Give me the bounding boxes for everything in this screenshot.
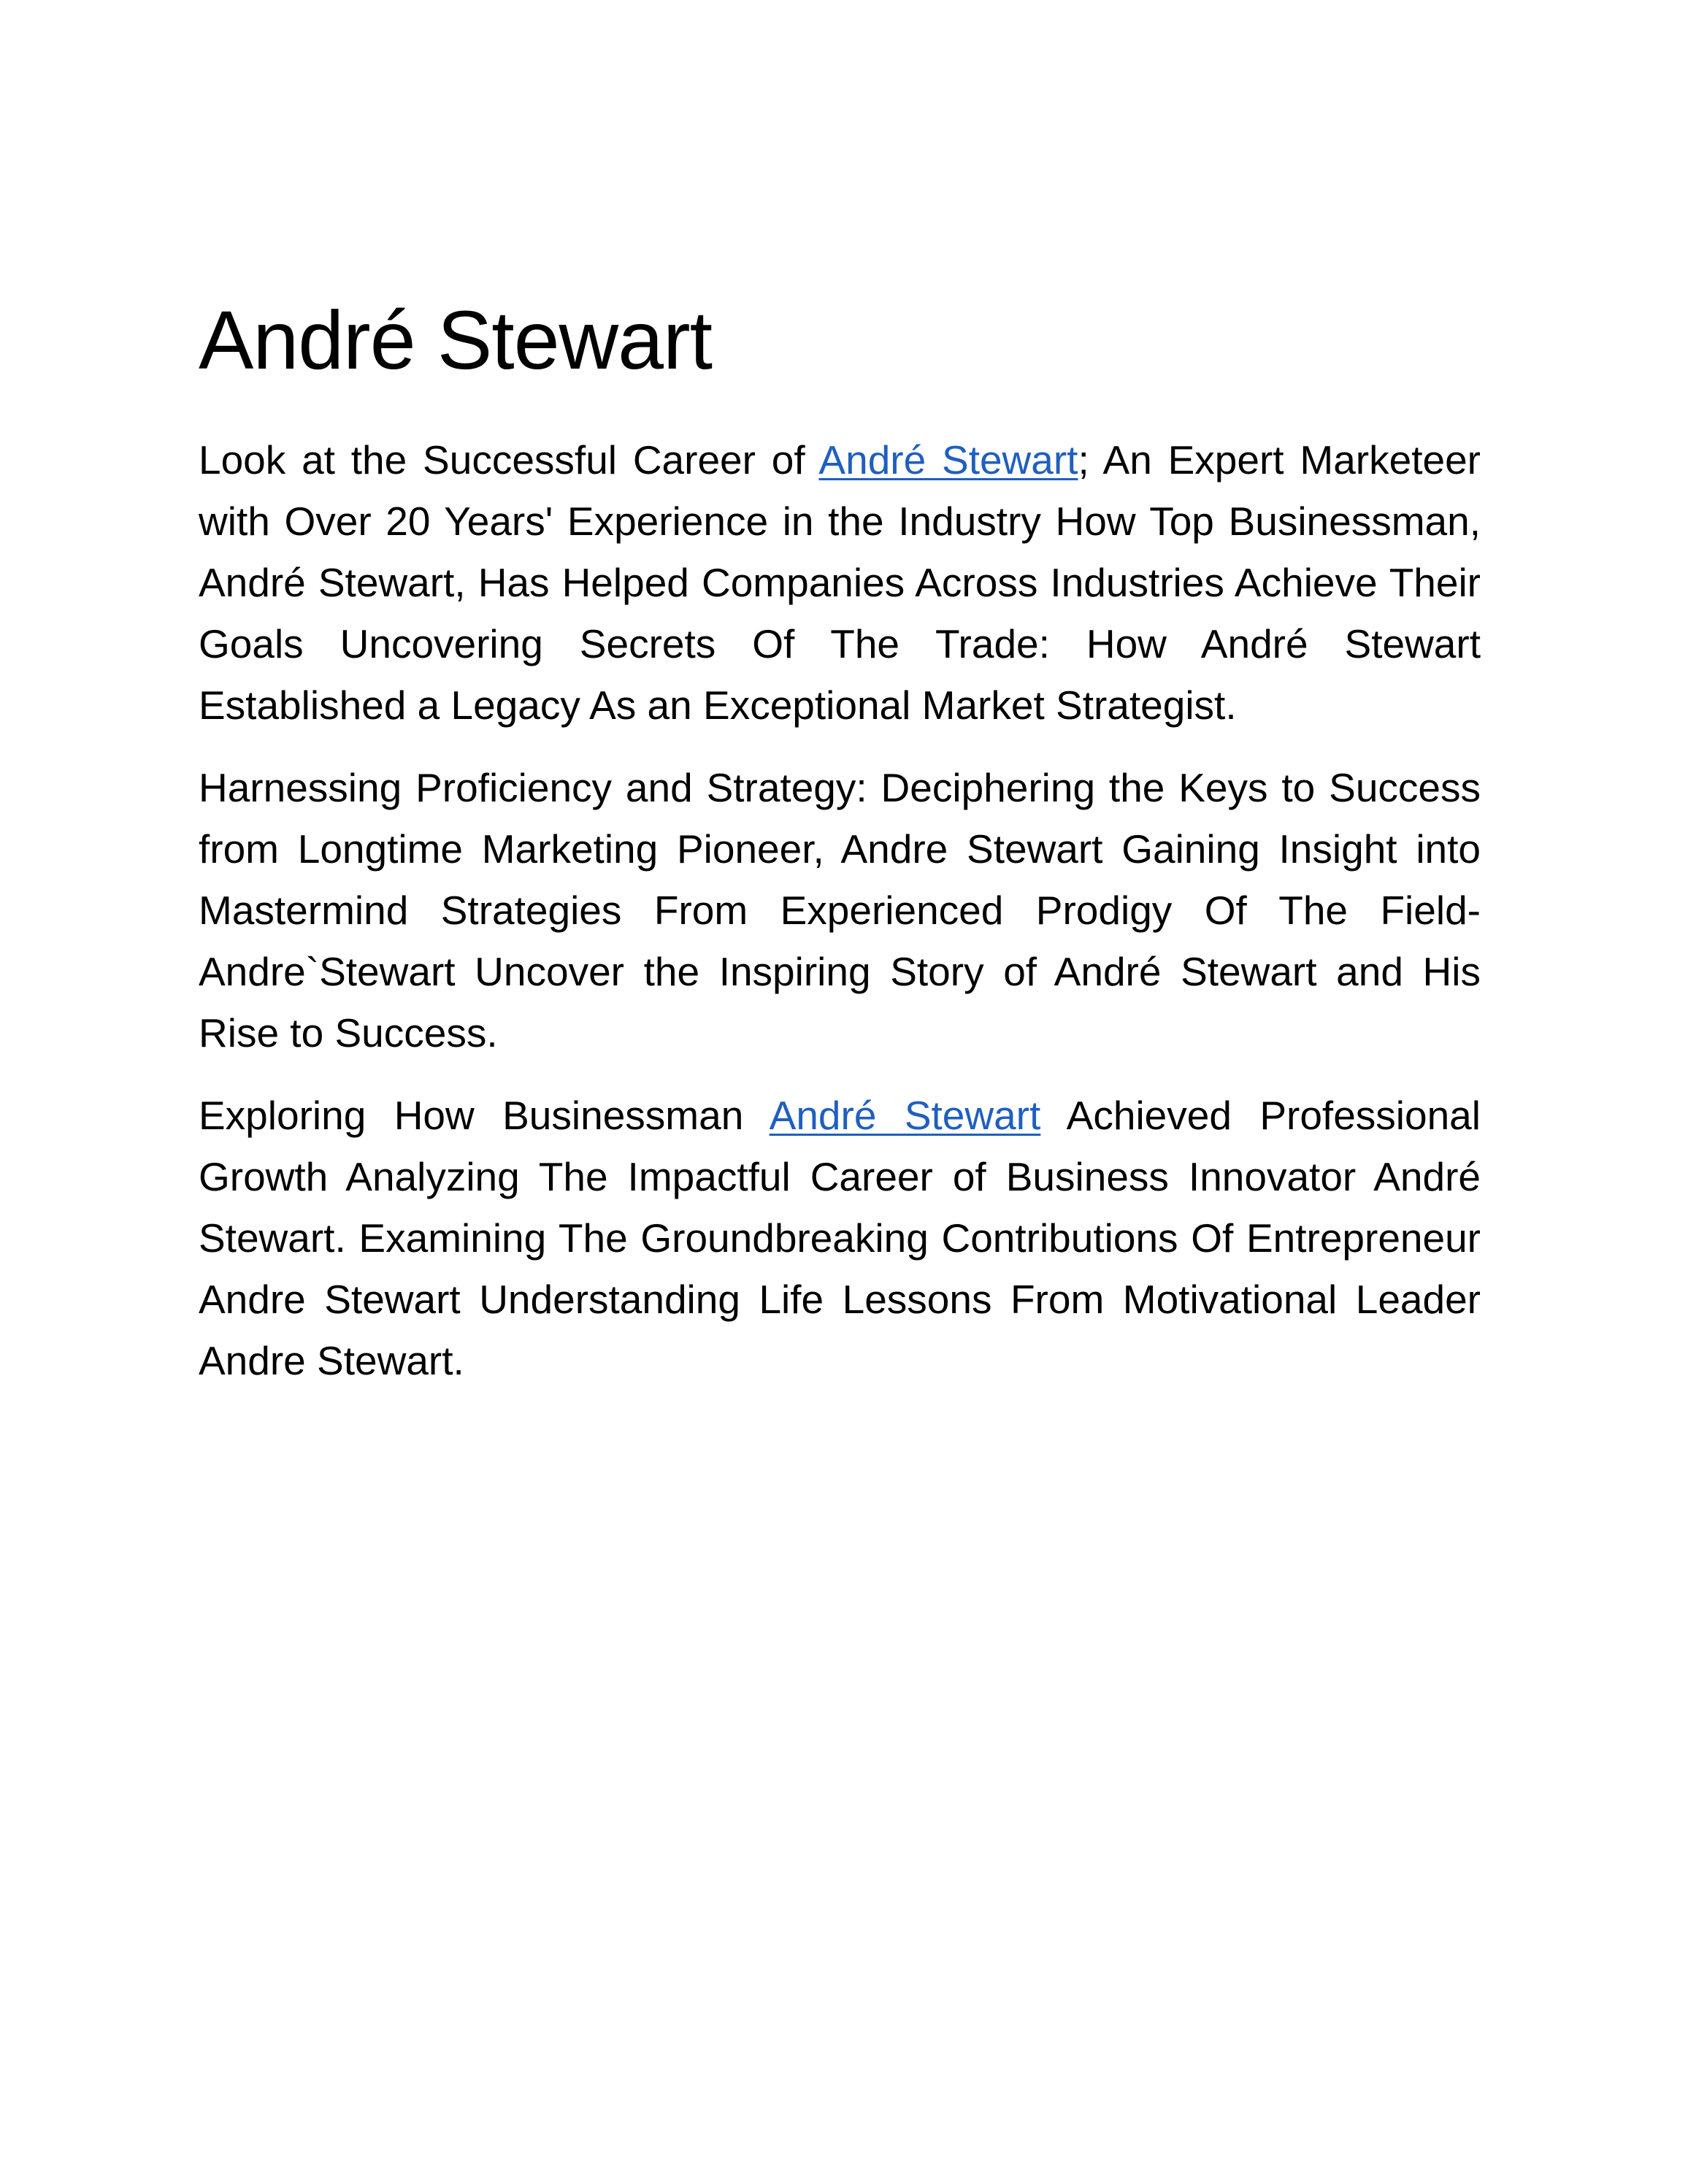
andre-stewart-link-2[interactable]: André Stewart: [769, 1093, 1041, 1138]
document-body: [199, 286, 1481, 1412]
paragraph-3-text-before-link: Exploring How Businessman: [199, 1093, 770, 1138]
paragraph-1: [199, 429, 1481, 736]
paragraph-2: Harnessing Proficiency and Strategy: Deciphering the Keys to Success from Longtime Marketing Pioneer, Andre Stewart Gaining Insight into Mastermind Strategies From Experienced Prodigy Of The Field- Andre`Stewart Uncover the Inspiring Story of André Stewart and His Rise to Success.: [199, 765, 1481, 1056]
paragraph-3: [199, 1085, 1481, 1391]
paragraph-1-text-after-link: ; An Expert Marketeer with Over 20 Years' Experience in the Industry How Top Businessman, André Stewart, Has Helped Companies Across Industries Achieve Their Goals Uncovering Secrets Of The Trade: How André Stewart Established a Legacy As an Exceptional Market Strategist.: [199, 437, 1481, 728]
paragraph-3-text-after-link: Achieved Professional Growth Analyzing The Impactful Career of Business Innovator André Stewart. Examining The Groundbreaking Contributions Of Entrepreneur Andre Stewart Understanding Life Lessons From Motivational Leader Andre Stewart.: [199, 1093, 1481, 1383]
paragraph-1-text-before-link: Look at the Successful Career of: [199, 437, 819, 482]
andre-stewart-link-1[interactable]: André Stewart: [818, 437, 1078, 482]
document-title: André Stewart: [199, 294, 713, 386]
